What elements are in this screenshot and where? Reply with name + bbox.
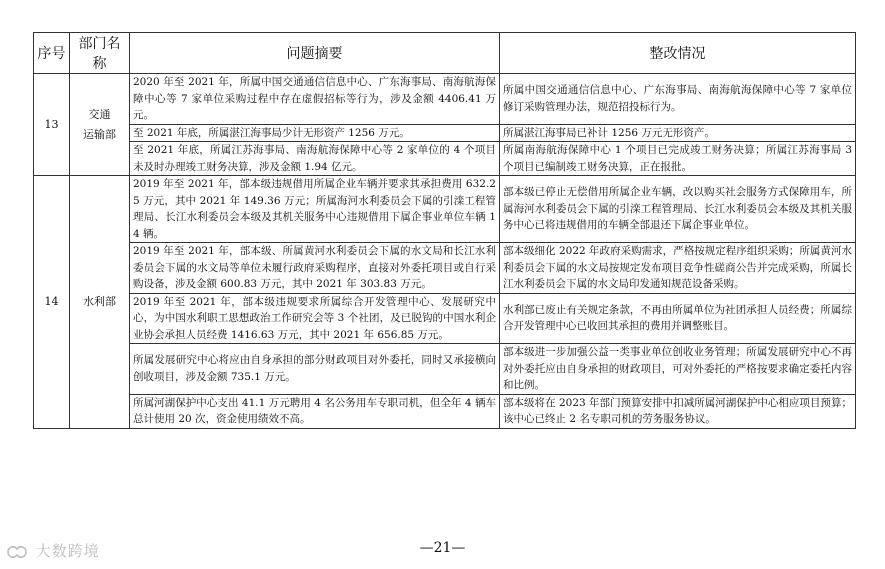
- issue-cell: 2019 年至 2021 年，部本级违规要求所属综合开发管理中心、发展研究中心，为中国水利职工思想政治工作研究会等 3 个社团，及已脱钩的中国水利企业协会承担人员经费 1416.63 万元，其中 2021 年 656.85 万元。: [130, 293, 500, 344]
- table-row: [34, 344, 856, 395]
- table-row: [34, 142, 856, 176]
- issue-cell: 至 2021 年底，所属江苏海事局、南海航海保障中心等 2 家单位的 4 个项目未及时办理竣工财务决算，涉及金额 1.94 亿元。: [130, 142, 500, 176]
- seq-cell: 14: [34, 176, 70, 429]
- rectify-cell: 部本级已停止无偿借用所属企业车辆，改以购买社会服务方式保障用车，所属海河水利委员会下属的引滦工程管理局、长江水利委员会本级及其机关服务中心已将违规借用的车辆全部退还下属企事业单位。: [500, 176, 856, 243]
- page-number: —21—: [419, 540, 466, 556]
- dept-cell: 交通 运输部: [70, 74, 130, 176]
- seq-cell: 13: [34, 74, 70, 176]
- rectify-cell: 所属中国交通通信信息中心、广东海事局、南海航海保障中心等 7 家单位修订采购管理办法，规范招投标行为。: [500, 74, 856, 125]
- table-header-row: [34, 33, 856, 74]
- table-row: [34, 394, 856, 428]
- table-row: [34, 74, 856, 125]
- table-row: [34, 176, 856, 243]
- rectify-cell: 所属南海航海保障中心 1 个项目已完成竣工财务决算；所属江苏海事局 3 个项目已编制竣工财务决算，正在报批。: [500, 142, 856, 176]
- rectify-cell: 部本级将在 2023 年部门预算安排中扣减所属河湖保护中心相应项目预算；该中心已终止 2 名专职司机的劳务服务协议。: [500, 394, 856, 428]
- issue-cell: 2020 年至 2021 年，所属中国交通通信信息中心、广东海事局、南海航海保障中心等 7 家单位采购过程中存在虚假招标等行为，涉及金额 4406.41 万元。: [130, 74, 500, 125]
- issue-cell: 至 2021 年底，所属湛江海事局少计无形资产 1256 万元。: [130, 124, 500, 142]
- rectify-cell: 所属湛江海事局已补计 1256 万元无形资产。: [500, 124, 856, 142]
- header-rectify: 整改情况: [500, 33, 856, 74]
- rectify-cell: 部本级细化 2022 年政府采购需求，严格按规定程序组织采购；所属黄河水利委员会下属的水文局按规定发布项目竞争性磋商公告并完成采购，所属长江水利委员会下属的水文局印发通知规范设备采购。: [500, 243, 856, 294]
- issue-cell: 2019 年至 2021 年，部本级、所属黄河水利委员会下属的水文局和长江水利委员会下属的水文局等单位未履行政府采购程序，直接对外委托项目或自行采购设备，涉及金额 600.83 万元，其中 2021 年 303.83 万元。: [130, 243, 500, 294]
- rectify-cell: 水利部已废止有关规定条款，不再由所属单位为社团承担人员经费；所属综合开发管理中心已收回其承担的费用并调整账目。: [500, 293, 856, 344]
- dept-cell: 水利部: [70, 176, 130, 429]
- issue-cell: 2019 年至 2021 年，部本级违规借用所属企业车辆并要求其承担费用 632.25 万元，其中 2021 年 149.36 万元；所属海河水利委员会下属的引滦工程管理局、长江水利委员会本级及其机关服务中心违规借用下属企事业单位车辆 14 辆。: [130, 176, 500, 243]
- header-dept: 部门名称: [70, 33, 130, 74]
- header-issue: 问题摘要: [130, 33, 500, 74]
- issue-cell: 所属发展研究中心将应由自身承担的部分财政项目对外委托，同时又承接横向创收项目，涉及金额 735.1 万元。: [130, 344, 500, 395]
- header-seq: 序号: [34, 33, 70, 74]
- table-row: [34, 124, 856, 142]
- table-row: [34, 293, 856, 344]
- audit-table: [33, 32, 856, 429]
- issue-cell: 所属河湖保护中心支出 41.1 万元聘用 4 名公务用车专职司机，但全年 4 辆车总计使用 20 次，资金使用绩效不高。: [130, 394, 500, 428]
- rectify-cell: 部本级进一步加强公益一类事业单位创收业务管理；所属发展研究中心不再对外委托应由自身承担的财政项目，可对外委托的严格按要求确定委托内容和比例。: [500, 344, 856, 395]
- watermark-text: 大数跨境: [35, 542, 100, 560]
- table-row: [34, 243, 856, 294]
